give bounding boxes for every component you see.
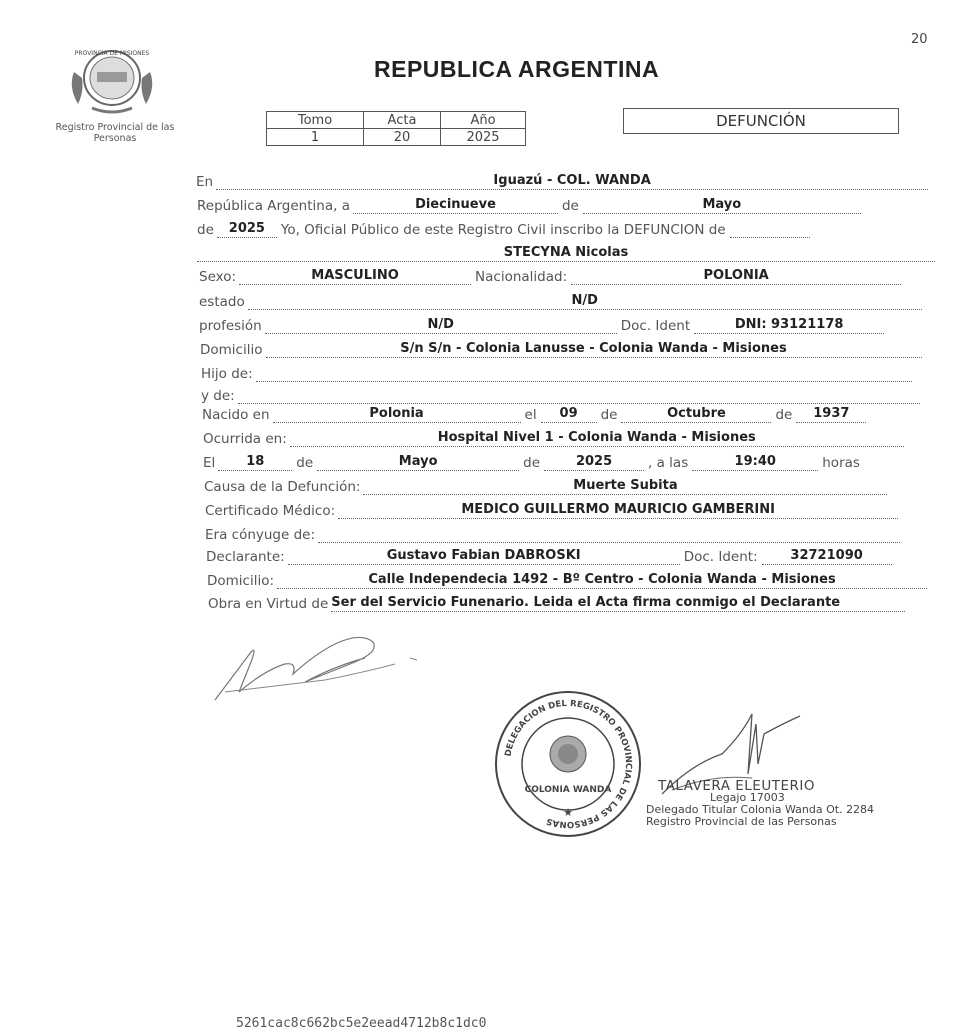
label-domicilio: Domicilio [200, 342, 263, 358]
label-causa: Causa de la Defunción: [204, 479, 361, 495]
field-nac-dia: 09 [541, 406, 597, 423]
official-registry: Registro Provincial de las Personas [646, 815, 837, 828]
line-ocurrida [203, 429, 904, 447]
line-fecha-registro [197, 196, 861, 214]
field-mes-registro: Mayo [583, 197, 861, 214]
page-title: REPUBLICA ARGENTINA [374, 56, 660, 82]
field-def-anio: 2025 [544, 454, 644, 471]
field-causa: Muerte Subita [363, 478, 887, 495]
field-hijo-de [256, 365, 912, 382]
label-declarante: Declarante: [206, 549, 285, 565]
official-name: TALAVERA ELEUTERIO [658, 778, 815, 794]
line-domicilio-declarante [207, 571, 927, 589]
label-conyuge: Era cónyuge de: [205, 527, 316, 543]
line-certificado [205, 501, 898, 519]
label-horas: horas [822, 455, 860, 471]
field-lugar: Iguazú - COL. WANDA [216, 173, 928, 190]
document-type-box: DEFUNCIÓN [623, 108, 899, 134]
field-y-de [238, 387, 920, 404]
declarant-signature [205, 622, 425, 710]
label-profesion: profesión [199, 318, 262, 334]
field-certificado: MEDICO GUILLERMO MAURICIO GAMBERINI [338, 502, 898, 519]
page-number: 20 [911, 32, 928, 47]
label-republica: República Argentina, a [197, 198, 350, 214]
line-y-de [201, 386, 920, 404]
label-de2: de [197, 222, 214, 238]
anio-header: Año [441, 112, 526, 129]
field-nac-mes: Octubre [621, 406, 771, 423]
field-nacido-en: Polonia [273, 406, 521, 423]
label-certificado: Certificado Médico: [205, 503, 336, 519]
field-declarante-domicilio: Calle Independecia 1492 - Bº Centro - Colonia Wanda - Misiones [277, 572, 927, 589]
field-def-dia: 18 [218, 454, 292, 471]
tomo-value: 1 [267, 129, 364, 146]
acta-header: Acta [364, 112, 441, 129]
document-hash: 5261cac8c662bc5e2eead4712b8c1dc0 [236, 1016, 487, 1031]
label-doc-ident: Doc. Ident [620, 318, 691, 334]
line-conyuge [205, 525, 900, 543]
line-profesion [199, 316, 884, 334]
field-sexo: MASCULINO [239, 268, 471, 285]
line-oficial [197, 220, 810, 238]
line-sexo [199, 267, 901, 285]
official-block [646, 780, 874, 828]
line-domicilio [200, 340, 922, 358]
official-legajo: Legajo 17003 [710, 791, 785, 804]
field-documento: DNI: 93121178 [694, 317, 884, 334]
label-sexo: Sexo: [199, 269, 237, 285]
label-obra: Obra en Virtud de [208, 596, 329, 612]
line-obra [208, 594, 905, 612]
field-obra: Ser del Servicio Funenario. Leida el Acta firma conmigo el Declarante [331, 595, 905, 612]
label-de: de [561, 198, 579, 214]
field-ocurrida-en: Hospital Nivel 1 - Colonia Wanda - Misiones [290, 430, 904, 447]
tomo-header: Tomo [267, 112, 364, 129]
registry-seal-stamp [494, 690, 642, 838]
label-de3: de [600, 407, 618, 423]
field-anio-registro: 2025 [217, 221, 277, 238]
label-estado: estado [199, 294, 245, 310]
field-estado: N/D [248, 293, 922, 310]
label-El: El [203, 455, 216, 471]
provincial-emblem-logo [62, 42, 162, 116]
acta-value: 20 [364, 129, 441, 146]
svg-text:★: ★ [563, 806, 573, 819]
label-oficial: Yo, Oficial Público de este Registro Civil inscribo la DEFUNCION de [280, 222, 726, 238]
field-dia-registro: Diecinueve [353, 197, 558, 214]
line-estado [199, 292, 922, 310]
tomo-acta-anio-table [266, 111, 526, 146]
field-declarante: Gustavo Fabian DABROSKI [288, 548, 680, 565]
label-de5: de [296, 455, 314, 471]
label-de6: de [523, 455, 541, 471]
line-fecha-defuncion [203, 453, 864, 471]
line-nacido [202, 405, 866, 423]
field-nombre: STECYNA Nicolas [197, 245, 935, 262]
label-a-las: , a las [648, 455, 689, 471]
field-def-mes: Mayo [317, 454, 519, 471]
field-domicilio: S/n S/n - Colonia Lanusse - Colonia Wanda - Misiones [266, 341, 922, 358]
seal-text: DELEGACION DEL REGISTRO PROVINCIAL DE LAS PERSONAS [503, 698, 634, 830]
line-causa [204, 477, 887, 495]
logo-text: PROVINCIA DE MISIONES [74, 50, 150, 57]
field-conyuge [318, 526, 900, 543]
label-de4: de [775, 407, 793, 423]
field-nac-anio: 1937 [796, 406, 866, 423]
label-nacionalidad: Nacionalidad: [475, 269, 568, 285]
field-def-hora: 19:40 [692, 454, 818, 471]
label-nacido-en: Nacido en [202, 407, 270, 423]
seal-inner-text: COLONIA WANDA [524, 785, 612, 795]
registry-label: Registro Provincial de las Personas [55, 122, 175, 144]
label-ocurrida-en: Ocurrida en: [203, 431, 287, 447]
label-el: el [524, 407, 537, 423]
official-role: Delegado Titular Colonia Wanda Ot. 2284 [646, 803, 875, 816]
line-hijo-de [201, 364, 912, 382]
field-blank-oficial [730, 221, 810, 238]
line-declarante [206, 547, 892, 565]
line-lugar [196, 172, 928, 190]
label-en: En [196, 174, 214, 190]
label-doc-ident2: Doc. Ident: [683, 549, 758, 565]
label-y-de: y de: [201, 388, 235, 404]
line-nombre [197, 244, 935, 262]
field-declarante-doc: 32721090 [762, 548, 892, 565]
label-hijo-de: Hijo de: [201, 366, 253, 382]
field-profesion: N/D [265, 317, 617, 334]
field-nacionalidad: POLONIA [571, 268, 901, 285]
label-domicilio2: Domicilio: [207, 573, 275, 589]
anio-value: 2025 [441, 129, 526, 146]
